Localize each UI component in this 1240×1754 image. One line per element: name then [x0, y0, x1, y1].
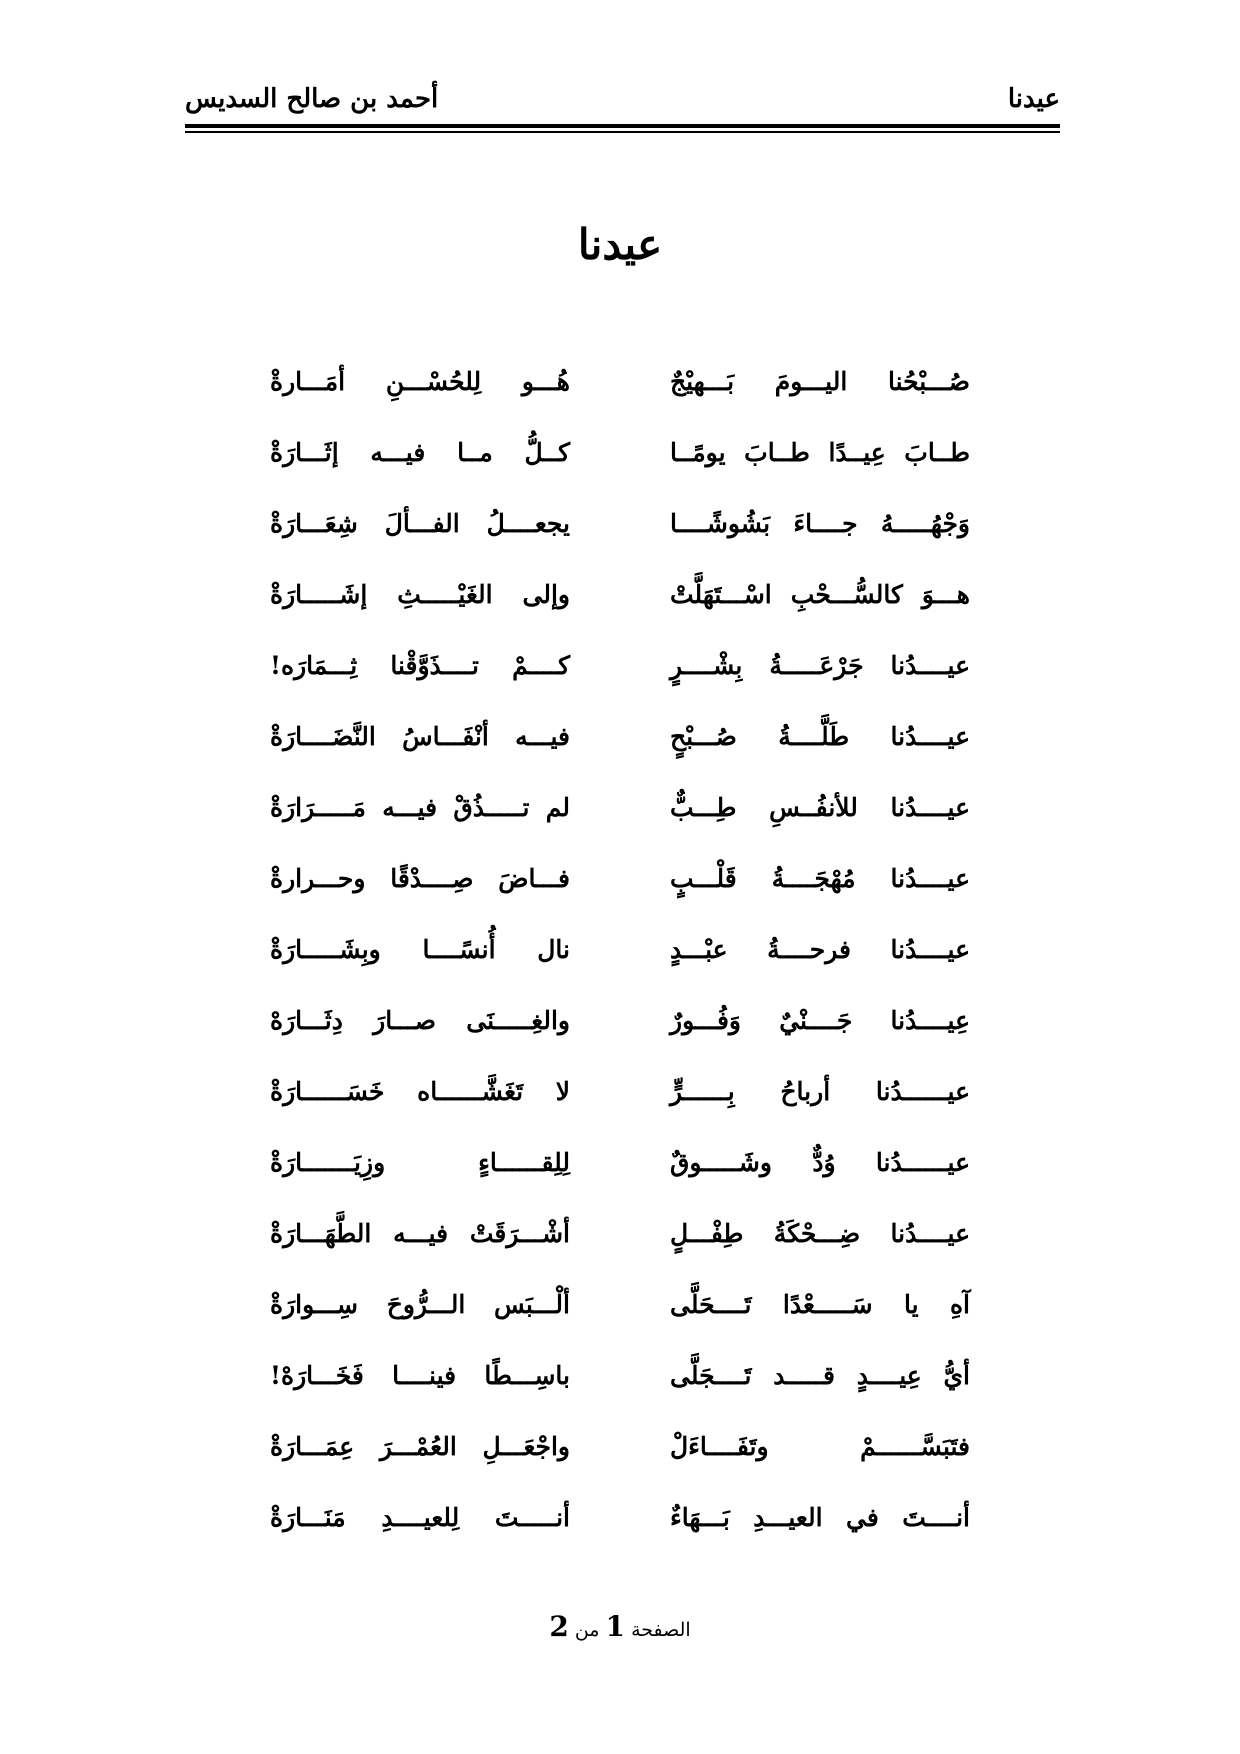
- verse-second-hemistich: يجعــــلُ الفـــألَ شِعَـــارَةْ: [270, 509, 570, 538]
- header-rule-thin: [185, 131, 1060, 133]
- verse-second-hemistich: فيـــه أنْفَـــاسُ النَّضَــــارَةْ: [270, 722, 570, 751]
- verse-second-hemistich: فـــاضَ صِــــدْقًا وحـــرارةْ: [270, 864, 570, 893]
- verse-second-hemistich: نال أُنسًــــا وبِشَـــــارَةْ: [270, 935, 570, 964]
- verse-second-hemistich: هُـــو لِلحُسْـــنِ أمَـــارةْ: [270, 367, 570, 396]
- verse-first-hemistich: أنــــتَ في العيـــدِ بَـــهَاءٌ: [670, 1503, 970, 1532]
- verse-second-hemistich: واجْعَـــلِ العُمْـــرَ عِمَـــارَةْ: [270, 1432, 570, 1461]
- verse-line: [270, 788, 970, 859]
- verse-line: [270, 930, 970, 1001]
- verse-first-hemistich: صُـــبْحُنا اليـــومَ بَـــهيْجٌ: [670, 367, 970, 396]
- verse-second-hemistich: ألْـــبَس الـــرُّوحَ سِـــوارَةْ: [270, 1290, 570, 1319]
- verse-line: [270, 717, 970, 788]
- verse-first-hemistich: عيــــدُنا طَلَّــــةُ صُـــبْحٍ: [670, 722, 970, 751]
- verse-line: [270, 433, 970, 504]
- verse-first-hemistich: عيــــدُنا فرحــــةُ عبْـــدٍ: [670, 935, 970, 964]
- verse-first-hemistich: وَجْهُـــــهُ جــــاءَ بَشُوشًــــا: [670, 509, 970, 538]
- verse-first-hemistich: عيــــــدُنا وُدٌّ وشَـــــوقٌ: [670, 1148, 970, 1177]
- verse-line: [270, 1498, 970, 1569]
- verse-second-hemistich: كــــمْ تــــذَوَّقْنا ثِـــمَارَه!: [270, 651, 570, 680]
- page-label: الصفحة: [631, 1619, 691, 1641]
- verse-first-hemistich: عيــــدُنا للأنفُــسِ طِـــبٌّ: [670, 793, 970, 822]
- verse-second-hemistich: لِلِقــــــاءٍ وزِيَـــــــارَةْ: [270, 1148, 570, 1177]
- verse-first-hemistich: فتَبَسَّــــــمْ وتَفَــــاءَلْ: [670, 1432, 970, 1461]
- verse-second-hemistich: أنـــــتَ لِلعيــــدِ مَنَـــارَةْ: [270, 1503, 570, 1532]
- verse-first-hemistich: عيــــدُنا مُهْجَــــةُ قَلْـــبٍ: [670, 864, 970, 893]
- verse-first-hemistich: عيــــدُنا ضِـــحْكَةُ طِفْـــلٍ: [670, 1219, 970, 1248]
- verse-second-hemistich: لا تَغَشَّــــــاه خَسَــــــارَةْ: [270, 1077, 570, 1106]
- verse-second-hemistich: أشْـــرَقَتْ فيـــه الطَّهَـــارَةْ: [270, 1219, 570, 1248]
- page-footer: [0, 1610, 1240, 1643]
- verse-first-hemistich: عيــــــدُنا أرباحُ بِــــــرٍّ: [670, 1077, 970, 1106]
- verse-line: [270, 1001, 970, 1072]
- verse-second-hemistich: والغِـــــنَى صـــارَ دِثَـــارَهْ: [270, 1006, 570, 1035]
- page-current: 1: [605, 1610, 626, 1643]
- verse-second-hemistich: وإلى الغَيْـــــثِ إشَـــــارَةْ: [270, 580, 570, 609]
- page-of-label: من: [574, 1619, 600, 1641]
- header-rule-thick: [185, 124, 1060, 128]
- verse-second-hemistich: باسِـــطًا فينــــا فَخَـــارَهْ!: [270, 1361, 570, 1390]
- poem-body: [270, 362, 970, 1569]
- verse-line: [270, 646, 970, 717]
- verse-line: [270, 362, 970, 433]
- verse-first-hemistich: عيــــدُنا جَرْعَـــــةُ بِشْــــرٍ: [670, 651, 970, 680]
- verse-second-hemistich: لم تـــــذُقْ فيـــه مَـــــرَارَةْ: [270, 793, 570, 822]
- verse-first-hemistich: آهِ يا سَـــــعْدًا تَــــحَلَّى: [670, 1290, 970, 1319]
- verse-line: [270, 1427, 970, 1498]
- verse-line: [270, 1143, 970, 1214]
- verse-line: [270, 504, 970, 575]
- verse-first-hemistich: طــابَ عِيــدًا طــابَ يومًــا: [670, 438, 970, 467]
- page-total: 2: [549, 1610, 569, 1643]
- verse-first-hemistich: هـــوَ كالسُّـــحْبِ اسْـــتَهَلَّتْ: [670, 580, 970, 609]
- verse-line: [270, 1285, 970, 1356]
- verse-line: [270, 1214, 970, 1285]
- verse-line: [270, 575, 970, 646]
- verse-line: [270, 1356, 970, 1427]
- header-author: أحمد بن صالح السديس: [185, 84, 439, 114]
- poem-title: عيدنا: [577, 220, 663, 269]
- verse-line: [270, 859, 970, 930]
- verse-first-hemistich: أيُّ عِيــــدٍ قـــــد تَــــجَلَّى: [670, 1361, 970, 1390]
- verse-first-hemistich: عِيــــدُنا جَــــنْيٌ وَفُـــورٌ: [670, 1006, 970, 1035]
- header-title: عيدنا: [1007, 84, 1060, 114]
- verse-second-hemistich: كــلُّ مــا فيـــه إثَـــارَةْ: [270, 438, 570, 467]
- running-header: [185, 70, 1060, 130]
- verse-line: [270, 1072, 970, 1143]
